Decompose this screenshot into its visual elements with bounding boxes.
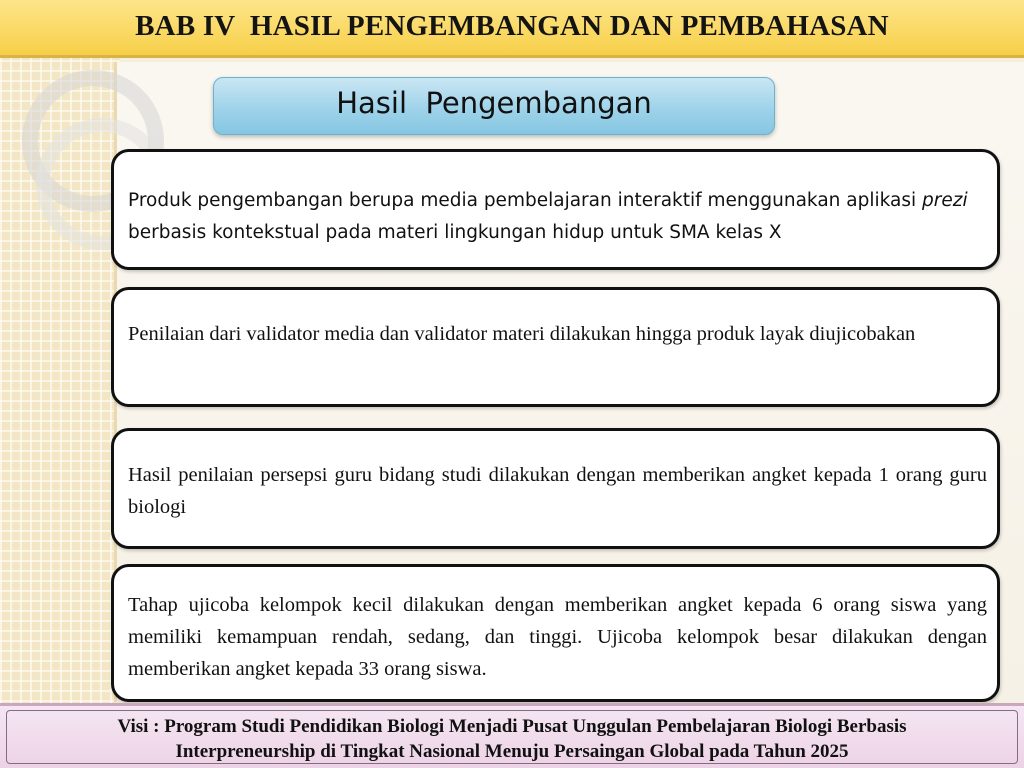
- content-card-teacher-assessment: [111, 428, 1000, 549]
- card-text: [128, 185, 987, 249]
- section-title-box: [213, 77, 775, 135]
- vision-line-2: Interpreneurship di Tingkat Nasional Menuju Persaingan Global pada Tahun 2025: [175, 741, 849, 762]
- content-card-validation: [111, 287, 1000, 407]
- section-title: Hasil Pengembangan: [336, 86, 652, 120]
- card-text: Penilaian dari validator media dan validator materi dilakukan hingga produk layak diujicobakan: [128, 323, 916, 345]
- vision-statement: [30, 714, 994, 764]
- card-text-italic: prezi: [922, 190, 968, 211]
- card-text: Hasil penilaian persepsi guru bidang studi dilakukan dengan memberikan angket kepada 1 orang guru biologi: [128, 464, 987, 518]
- slide-header: [0, 0, 1024, 58]
- card-text-part: berbasis kontekstual pada materi lingkungan hidup untuk SMA kelas X: [128, 222, 782, 243]
- card-text-part: Produk pengembangan berupa media pembelajaran interaktif menggunakan aplikasi: [128, 190, 923, 211]
- vision-line-1: Visi : Program Studi Pendidikan Biologi Menjadi Pusat Unggulan Pembelajaran Biologi Berbasis: [117, 716, 907, 737]
- content-card-product: [111, 149, 1000, 270]
- content-card-trial: [111, 564, 1000, 702]
- card-text: Tahap ujicoba kelompok kecil dilakukan dengan memberikan angket kepada 6 orang siswa yang memiliki kemampuan rendah, sedang, dan tinggi. Ujicoba kelompok besar dilakukan dengan memberikan angket kepada 33 orang siswa.: [128, 594, 987, 680]
- slide-footer: [0, 703, 1024, 768]
- page-title: BAB IV HASIL PENGEMBANGAN DAN PEMBAHASAN: [135, 10, 889, 42]
